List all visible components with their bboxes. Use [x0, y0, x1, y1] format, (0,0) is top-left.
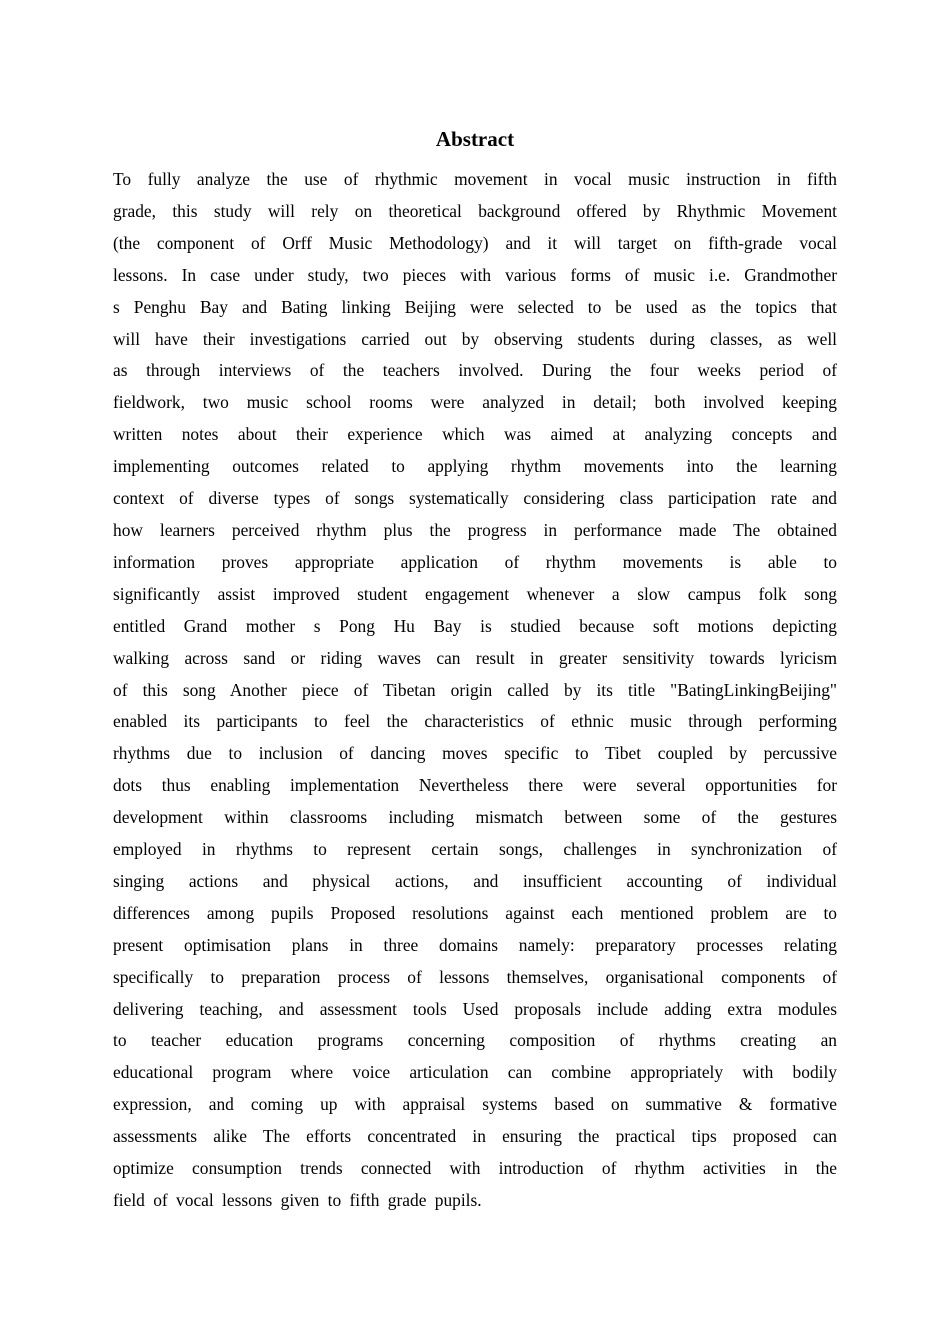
abstract-line: how learners perceived rhythm plus the progress in performance made The obtained	[113, 519, 837, 540]
abstract-line: assessments alike The efforts concentrated in ensuring the practical tips proposed can	[113, 1126, 837, 1147]
abstract-line: fieldwork, two music school rooms were analyzed in detail; both involved keeping	[113, 392, 837, 413]
abstract-line: grade, this study will rely on theoretical background offered by Rhythmic Movement	[113, 200, 837, 221]
abstract-line: entitled Grand mother s Pong Hu Bay is studied because soft motions depicting	[113, 615, 837, 636]
abstract-line: optimize consumption trends connected with introduction of rhythm activities in the	[113, 1158, 837, 1179]
abstract-line: field of vocal lessons given to fifth grade pupils.	[113, 1190, 482, 1210]
abstract-line: written notes about their experience which was aimed at analyzing concepts and	[113, 424, 837, 445]
abstract-line: expression, and coming up with appraisal systems based on summative & formative	[113, 1094, 837, 1115]
abstract-line: significantly assist improved student engagement whenever a slow campus folk song	[113, 583, 837, 604]
abstract-line: (the component of Orff Music Methodology) and it will target on fifth-grade vocal	[113, 232, 837, 253]
abstract-line: lessons. In case under study, two pieces with various forms of music i.e. Grandmother	[113, 264, 837, 285]
abstract-line: differences among pupils Proposed resolutions against each mentioned problem are to	[113, 902, 837, 923]
abstract-line: delivering teaching, and assessment tools Used proposals include adding extra modules	[113, 998, 837, 1019]
abstract-line: as through interviews of the teachers involved. During the four weeks period of	[113, 360, 837, 381]
abstract-line: To fully analyze the use of rhythmic movement in vocal music instruction in fifth	[113, 169, 837, 189]
abstract-body	[113, 164, 837, 1217]
abstract-line: dots thus enabling implementation Nevertheless there were several opportunities for	[113, 775, 837, 796]
abstract-line: rhythms due to inclusion of dancing moves specific to Tibet coupled by percussive	[113, 743, 837, 764]
abstract-line: development within classrooms including mismatch between some of the gestures	[113, 807, 837, 828]
abstract-line: specifically to preparation process of lessons themselves, organisational components of	[113, 966, 837, 987]
abstract-line: information proves appropriate application of rhythm movements is able to	[113, 551, 837, 572]
abstract-line: walking across sand or riding waves can result in greater sensitivity towards lyricism	[113, 647, 837, 668]
abstract-line: of this song Another piece of Tibetan origin called by its title "BatingLinkingBeijing"	[113, 679, 837, 700]
abstract-line: implementing outcomes related to applying rhythm movements into the learning	[113, 456, 837, 477]
abstract-title: Abstract	[435, 127, 515, 151]
abstract-line: to teacher education programs concerning composition of rhythms creating an	[113, 1030, 837, 1051]
abstract-line: educational program where voice articulation can combine appropriately with bodily	[113, 1062, 837, 1083]
abstract-line: enabled its participants to feel the characteristics of ethnic music through performing	[113, 711, 837, 732]
abstract-line: context of diverse types of songs systematically considering class participation rate and	[113, 488, 837, 509]
abstract-line: employed in rhythms to represent certain songs, challenges in synchronization of	[113, 839, 837, 860]
abstract-line: will have their investigations carried out by observing students during classes, as well	[113, 328, 837, 349]
abstract-line: s Penghu Bay and Bating linking Beijing were selected to be used as the topics that	[113, 296, 837, 317]
abstract-line: present optimisation plans in three domains namely: preparatory processes relating	[113, 934, 837, 955]
abstract-line: singing actions and physical actions, and insufficient accounting of individual	[113, 870, 837, 891]
